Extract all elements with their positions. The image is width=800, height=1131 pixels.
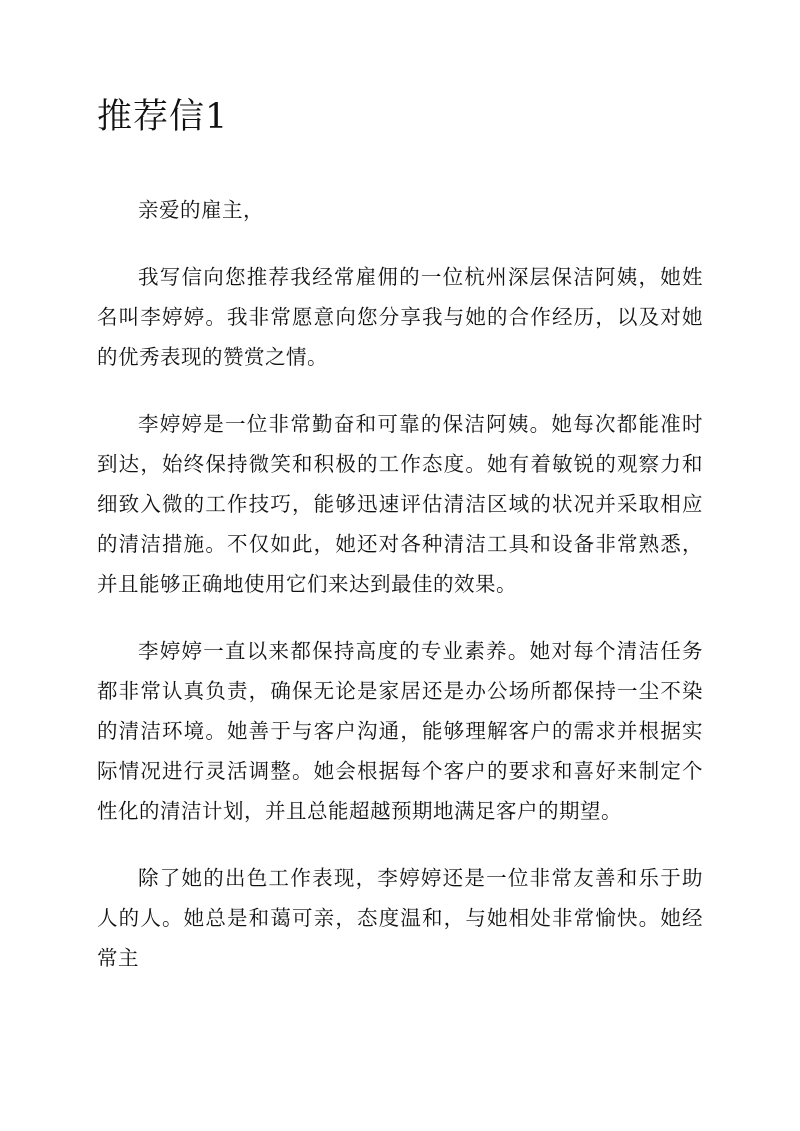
salutation: 亲爱的雇主，	[138, 198, 264, 222]
paragraph-reliability: 李婷婷是一位非常勤奋和可靠的保洁阿姨。她每次都能准时到达，始终保持微笑和积极的工作态度。她有着敏锐的观察力和细致入微的工作技巧，能够迅速评估清洁区域的状况并采取相应的清洁措施。不仅如此，她还对各种清洁工具和设备非常熟悉，并且能够正确地使用它们来达到最佳的效果。	[97, 412, 703, 596]
document-title: 推荐信1	[97, 97, 229, 137]
paragraph-professionalism: 李婷婷一直以来都保持高度的专业素养。她对每个清洁任务都非常认真负责，确保无论是家居还是办公场所都保持一尘不染的清洁环境。她善于与客户沟通，能够理解客户的需求并根据实际情况进行灵活调整。她会根据每个客户的要求和喜好来制定个性化的清洁计划，并且总能超越预期地满足客户的期望。	[97, 639, 703, 823]
letter-body	[97, 190, 703, 1005]
paragraph-introduction: 我写信向您推荐我经常雇佣的一位杭州深层保洁阿姨，她姓名叫李婷婷。我非常愿意向您分享我与她的合作经历，以及对她的优秀表现的赞赏之情。	[97, 265, 703, 369]
paragraph-personality: 除了她的出色工作表现，李婷婷还是一位非常友善和乐于助人的人。她总是和蔼可亲，态度温和，与她相处非常愉快。她经常主	[97, 866, 703, 970]
